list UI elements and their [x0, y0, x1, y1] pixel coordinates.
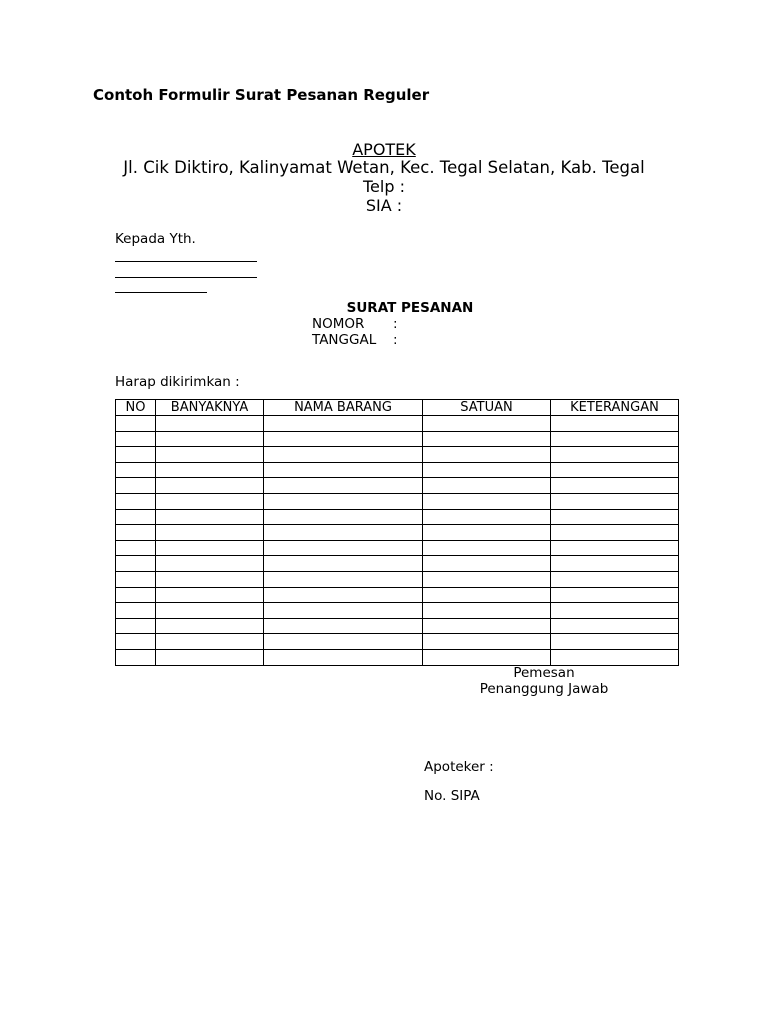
table-cell-satuan — [423, 571, 551, 587]
table-cell-no — [116, 603, 156, 619]
pharmacy-name: APOTEK — [352, 140, 416, 159]
table-row — [116, 587, 679, 603]
table-cell-banyaknya — [156, 525, 264, 541]
table-cell-nama-barang — [264, 540, 423, 556]
pharmacy-address: Jl. Cik Diktiro, Kalinyamat Wetan, Kec. Tegal Selatan, Kab. Tegal — [123, 158, 645, 177]
table-row — [116, 540, 679, 556]
table-row — [116, 478, 679, 494]
table-cell-keterangan — [551, 603, 679, 619]
table-cell-keterangan — [551, 431, 679, 447]
table-cell-keterangan — [551, 634, 679, 650]
column-header-banyaknya: BANYAKNYA — [156, 400, 264, 416]
apoteker-label: Apoteker : — [424, 759, 494, 775]
table-cell-satuan — [423, 587, 551, 603]
table-cell-banyaknya — [156, 478, 264, 494]
table-cell-banyaknya — [156, 587, 264, 603]
table-cell-nama-barang — [264, 556, 423, 572]
table-row — [116, 493, 679, 509]
table-cell-banyaknya — [156, 618, 264, 634]
table-cell-nama-barang — [264, 462, 423, 478]
table-cell-banyaknya — [156, 571, 264, 587]
table-cell-satuan — [423, 462, 551, 478]
recipient-label: Kepada Yth. — [115, 231, 196, 247]
table-cell-nama-barang — [264, 571, 423, 587]
table-cell-banyaknya — [156, 603, 264, 619]
table-cell-satuan — [423, 540, 551, 556]
table-cell-keterangan — [551, 493, 679, 509]
table-cell-satuan — [423, 618, 551, 634]
table-cell-banyaknya — [156, 447, 264, 463]
table-row — [116, 571, 679, 587]
table-cell-satuan — [423, 478, 551, 494]
table-cell-satuan — [423, 493, 551, 509]
tanggal-label: TANGGAL — [312, 332, 377, 348]
table-cell-keterangan — [551, 571, 679, 587]
table-cell-nama-barang — [264, 649, 423, 665]
table-row — [116, 462, 679, 478]
table-cell-nama-barang — [264, 493, 423, 509]
table-row — [116, 525, 679, 541]
table-cell-keterangan — [551, 556, 679, 572]
nomor-colon: : — [393, 316, 398, 332]
table-cell-nama-barang — [264, 525, 423, 541]
table-cell-no — [116, 618, 156, 634]
letter-title: SURAT PESANAN — [346, 300, 474, 316]
recipient-line-3 — [115, 292, 207, 293]
table-cell-nama-barang — [264, 603, 423, 619]
table-cell-banyaknya — [156, 649, 264, 665]
table-cell-banyaknya — [156, 462, 264, 478]
table-row — [116, 431, 679, 447]
table-cell-keterangan — [551, 509, 679, 525]
table-row — [116, 509, 679, 525]
table-cell-banyaknya — [156, 540, 264, 556]
table-cell-banyaknya — [156, 634, 264, 650]
table-row — [116, 603, 679, 619]
table-cell-nama-barang — [264, 634, 423, 650]
table-cell-no — [116, 478, 156, 494]
table-cell-no — [116, 431, 156, 447]
table-header-row — [116, 400, 679, 416]
document-title: Contoh Formulir Surat Pesanan Reguler — [93, 86, 430, 104]
table-cell-satuan — [423, 556, 551, 572]
column-header-nama-barang: NAMA BARANG — [264, 400, 423, 416]
table-cell-no — [116, 571, 156, 587]
table-cell-satuan — [423, 431, 551, 447]
table-cell-no — [116, 525, 156, 541]
recipient-line-2 — [115, 277, 257, 278]
sipa-label: No. SIPA — [424, 788, 480, 804]
table-cell-keterangan — [551, 462, 679, 478]
table-cell-keterangan — [551, 416, 679, 432]
table-row — [116, 556, 679, 572]
table-cell-keterangan — [551, 649, 679, 665]
table-cell-banyaknya — [156, 556, 264, 572]
table-cell-banyaknya — [156, 431, 264, 447]
table-cell-nama-barang — [264, 431, 423, 447]
table-cell-nama-barang — [264, 447, 423, 463]
table-row — [116, 649, 679, 665]
table-cell-nama-barang — [264, 416, 423, 432]
table-cell-keterangan — [551, 540, 679, 556]
table-cell-keterangan — [551, 478, 679, 494]
table-cell-no — [116, 462, 156, 478]
table-row — [116, 416, 679, 432]
signature-pemesan: Pemesan — [513, 665, 575, 681]
table-cell-no — [116, 649, 156, 665]
table-cell-satuan — [423, 603, 551, 619]
table-cell-satuan — [423, 525, 551, 541]
table-cell-banyaknya — [156, 509, 264, 525]
table-cell-keterangan — [551, 525, 679, 541]
table-cell-banyaknya — [156, 416, 264, 432]
table-cell-nama-barang — [264, 509, 423, 525]
table-cell-banyaknya — [156, 493, 264, 509]
table-cell-no — [116, 556, 156, 572]
table-cell-keterangan — [551, 587, 679, 603]
table-cell-satuan — [423, 509, 551, 525]
tanggal-colon: : — [393, 332, 398, 348]
table-cell-no — [116, 416, 156, 432]
pharmacy-phone: Telp : — [363, 177, 405, 196]
table-cell-no — [116, 634, 156, 650]
column-header-keterangan: KETERANGAN — [551, 400, 679, 416]
table-cell-no — [116, 493, 156, 509]
table-row — [116, 618, 679, 634]
table-cell-no — [116, 587, 156, 603]
table-cell-nama-barang — [264, 587, 423, 603]
table-cell-satuan — [423, 447, 551, 463]
table-cell-no — [116, 447, 156, 463]
table-cell-nama-barang — [264, 478, 423, 494]
pharmacy-sia: SIA : — [365, 196, 403, 215]
column-header-no: NO — [116, 400, 156, 416]
nomor-label: NOMOR — [312, 316, 365, 332]
table-cell-satuan — [423, 416, 551, 432]
signature-penanggung-jawab: Penanggung Jawab — [479, 681, 609, 697]
table-row — [116, 447, 679, 463]
order-table — [115, 399, 679, 666]
recipient-line-1 — [115, 261, 257, 262]
table-row — [116, 634, 679, 650]
table-cell-nama-barang — [264, 618, 423, 634]
table-cell-no — [116, 540, 156, 556]
table-cell-satuan — [423, 634, 551, 650]
table-cell-no — [116, 509, 156, 525]
table-cell-keterangan — [551, 447, 679, 463]
instruction-text: Harap dikirimkan : — [115, 374, 240, 390]
table-cell-satuan — [423, 649, 551, 665]
column-header-satuan: SATUAN — [423, 400, 551, 416]
table-cell-keterangan — [551, 618, 679, 634]
